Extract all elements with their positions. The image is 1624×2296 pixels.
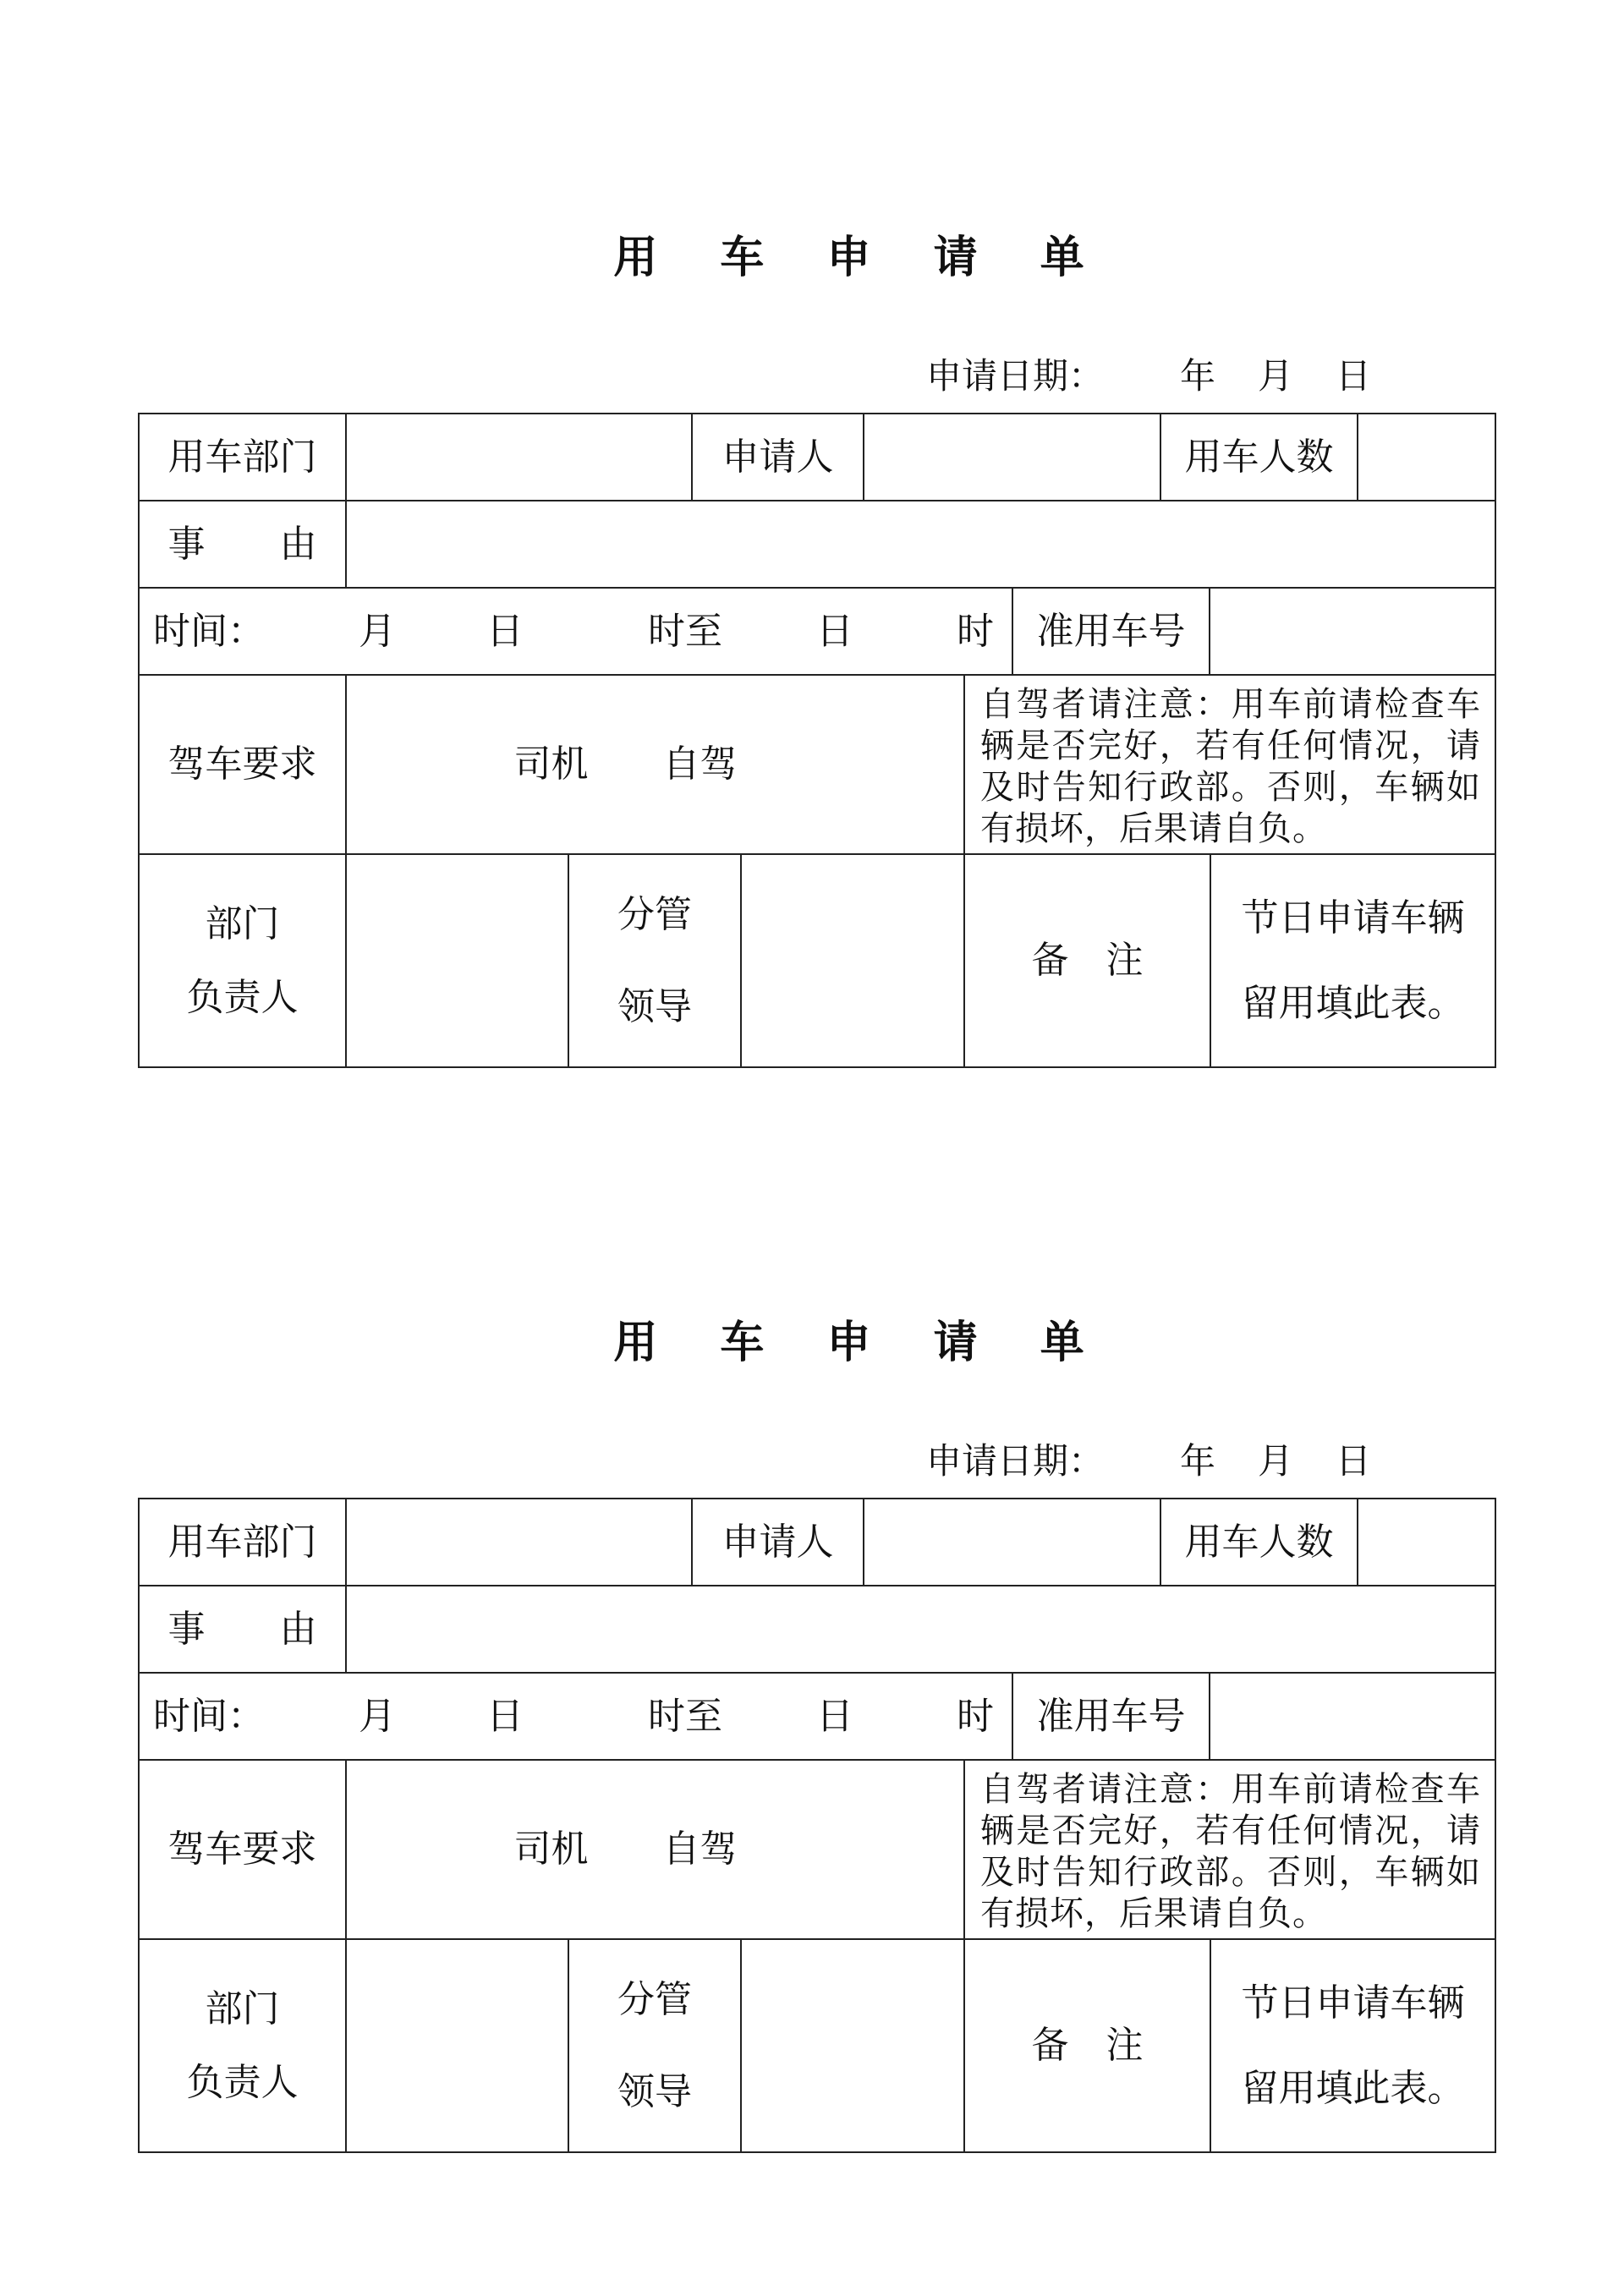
field-dept-head[interactable] [347, 1940, 569, 2151]
application-date [926, 1433, 1371, 1484]
label-time-day-from: 日 [486, 609, 524, 653]
field-department[interactable] [347, 414, 693, 500]
field-passenger-count[interactable] [1358, 1499, 1495, 1585]
field-supervising-leader[interactable] [742, 1940, 965, 2151]
label-department: 用车部门 [140, 414, 347, 500]
label-time-hour-to: 时至 [648, 609, 722, 653]
label-plate-number: 准用车号 [1013, 589, 1210, 674]
label-driving-requirement: 驾车要求 [140, 676, 347, 853]
holiday-note-line1: 节日申请车辆 [1241, 896, 1465, 940]
label-dept-head-line1: 部门 [205, 1986, 280, 2030]
label-reason: 事 由 [140, 1586, 347, 1672]
label-supervising-leader [569, 1940, 742, 2151]
label-time-hour: 时 [957, 1694, 994, 1738]
form-table [138, 1498, 1496, 2153]
field-applicant[interactable] [864, 414, 1161, 500]
label-dept-head-line2: 负责人 [186, 2061, 299, 2104]
label-time: 时间： [153, 1694, 265, 1738]
label-applicant: 申请人 [693, 1499, 864, 1585]
table-row-time [140, 589, 1495, 676]
field-plate-number[interactable] [1210, 1674, 1495, 1759]
holiday-note-line1: 节日申请车辆 [1241, 1981, 1465, 2025]
label-remark: 备 注 [965, 855, 1211, 1066]
holiday-note-line2: 留用填此表。 [1241, 2067, 1465, 2110]
label-time-month: 月 [359, 609, 396, 653]
label-supervising-leader [569, 855, 742, 1066]
date-year: 年 [1180, 355, 1216, 397]
table-row-reason [140, 501, 1495, 589]
form-table [138, 413, 1496, 1068]
holiday-note-line2: 留用填此表。 [1241, 982, 1465, 1025]
label-time-day-from: 日 [486, 1694, 524, 1738]
table-row-department [140, 414, 1495, 501]
field-supervising-leader[interactable] [742, 855, 965, 1066]
date-day: 日 [1336, 1440, 1372, 1482]
label-leader-line1: 分管 [617, 1977, 692, 2021]
label-leader-line1: 分管 [617, 892, 692, 936]
label-time-hour-to: 时至 [648, 1694, 722, 1738]
date-month: 月 [1258, 1440, 1294, 1482]
label-leader-line2: 领导 [617, 2070, 692, 2113]
label-plate-number: 准用车号 [1013, 1674, 1210, 1759]
label-passenger-count: 用车人数 [1161, 1499, 1358, 1585]
field-plate-number[interactable] [1210, 589, 1495, 674]
label-time-month: 月 [359, 1694, 396, 1738]
label-driving-requirement: 驾车要求 [140, 1761, 347, 1938]
table-row-approval [140, 1940, 1495, 2151]
label-time: 时间： [153, 609, 265, 653]
form-title: 用 车 申 请 单 [613, 1318, 1108, 1368]
date-day: 日 [1336, 355, 1372, 397]
field-passenger-count[interactable] [1358, 414, 1495, 500]
label-time-day-to: 日 [816, 1694, 853, 1738]
date-label: 申请日期： [926, 1440, 1105, 1482]
label-passenger-count: 用车人数 [1161, 414, 1358, 500]
field-dept-head[interactable] [347, 855, 569, 1066]
label-time-hour: 时 [957, 609, 994, 653]
label-dept-head-line1: 部门 [205, 901, 280, 945]
field-applicant[interactable] [864, 1499, 1161, 1585]
label-leader-line2: 领导 [617, 985, 692, 1028]
remark-holiday-note [1211, 855, 1495, 1066]
date-month: 月 [1258, 355, 1294, 397]
field-time[interactable] [140, 589, 1013, 674]
field-reason[interactable] [347, 1586, 1495, 1672]
label-department: 用车部门 [140, 1499, 347, 1585]
self-drive-notice: 自驾者请注意：用车前请检查车辆是否完好，若有任何情况，请及时告知行政部。否则，车辆如有损坏，后果请自负。 [980, 1770, 1481, 1933]
table-row-driving [140, 676, 1495, 855]
label-reason: 事 由 [140, 501, 347, 587]
table-row-time [140, 1674, 1495, 1761]
field-department[interactable] [347, 1499, 693, 1585]
remark-holiday-note [1211, 1940, 1495, 2151]
option-driver-self-drive[interactable]: 司机 自驾 [347, 1761, 965, 1938]
label-dept-head [140, 1940, 347, 2151]
form-title: 用 车 申 请 单 [613, 233, 1108, 283]
table-row-approval [140, 855, 1495, 1066]
field-time[interactable] [140, 1674, 1013, 1759]
field-reason[interactable] [347, 501, 1495, 587]
label-dept-head [140, 855, 347, 1066]
label-applicant: 申请人 [693, 414, 864, 500]
application-date [926, 348, 1371, 399]
label-dept-head-line2: 负责人 [186, 976, 299, 1019]
date-label: 申请日期： [926, 355, 1105, 397]
table-row-reason [140, 1586, 1495, 1674]
table-row-driving [140, 1761, 1495, 1940]
option-driver-self-drive[interactable]: 司机 自驾 [347, 676, 965, 853]
table-row-department [140, 1499, 1495, 1586]
label-time-day-to: 日 [816, 609, 853, 653]
self-drive-notice: 自驾者请注意：用车前请检查车辆是否完好，若有任何情况，请及时告知行政部。否则，车辆如有损坏，后果请自负。 [980, 685, 1481, 848]
date-year: 年 [1180, 1440, 1216, 1482]
label-remark: 备 注 [965, 1940, 1211, 2151]
